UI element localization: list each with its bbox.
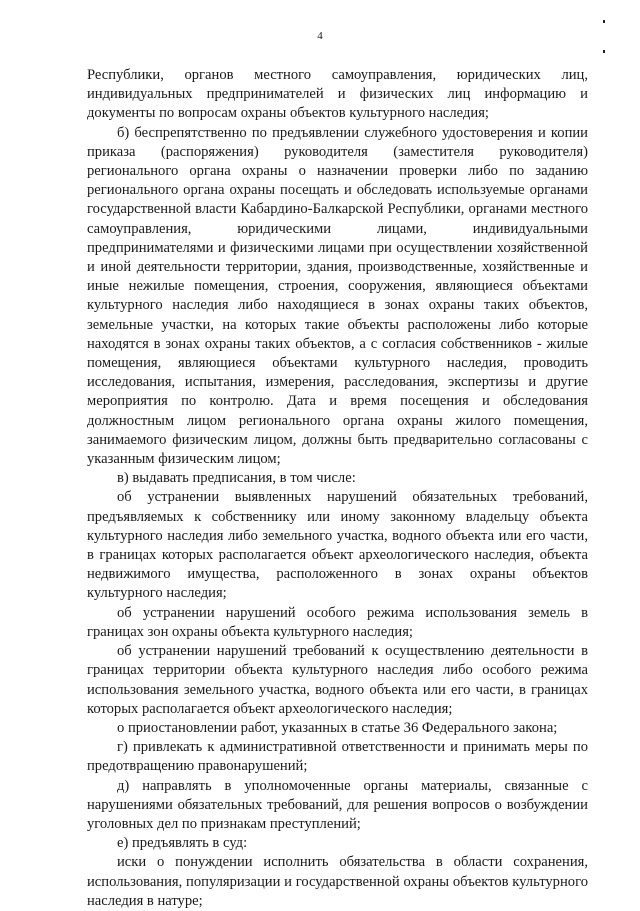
paragraph-continuation: Республики, органов местного самоуправления, юридических лиц, индивидуальных предпринимателей и физических лиц информацию и документы по вопросам охраны объектов культурного наследия; — [87, 67, 588, 122]
paragraph-subitem-activity-requirements: об устранении нарушений требований к осуществлению деятельности в границах территории объекта культурного наследия либо особого режима использования земельного участка, водного объекта или его части, в границах которых располагается объект археологического наследия; — [87, 643, 588, 717]
scan-speck — [603, 20, 605, 23]
paragraph-item-b: б) беспрепятственно по предъявлении служебного удостоверения и копии приказа (распоряжения) руководителя (заместителя руководителя) регионального органа охраны о назначении проверки либо по заданию регионального органа охраны посещать и обследовать используемые органами государственной власти Кабардино-Балкарской Республики, органами местного самоуправления, юридическими лицами, индивидуальными предпринимателями и физическими лицами при осуществлении хозяйственной и иной деятельности территории, здания, производственные, хозяйственные и иные нежилые помещения, строения, сооружения, являющиеся объектами культурного наследия либо находящиеся в зонах охраны таких объектов, земельные участки, на которых такие объекты расположены либо которые находятся в зонах охраны таких объектов, а с согласия собственников - жилые помещения, являющиеся объектами культурного наследия, проводить исследования, испытания, измерения, расследования, экспертизы и другие мероприятия по контролю. Дата и время посещения и обследования должностным лицом регионального органа охраны жилого помещения, занимаемого физическим лицом, должны быть предварительно согласованы с указанным физическим лицом; — [87, 124, 588, 468]
paragraph-item-e: е) предъявлять в суд: — [117, 835, 248, 852]
paragraph-item-d: д) направлять в уполномоченные органы материалы, связанные с нарушениями обязательных требований, для решения вопросов о возбуждении уголовных дел по признакам преступлений; — [87, 777, 588, 832]
paragraph-item-v: в) выдавать предписания, в том числе: — [117, 470, 356, 487]
paragraph-subitem-suspension: о приостановлении работ, указанных в статье 36 Федерального закона; — [117, 719, 558, 736]
document-body — [87, 66, 588, 911]
page-number: 4 — [317, 30, 323, 42]
paragraph-subitem-violations: об устранении выявленных нарушений обязательных требований, предъявляемых к собственнику или иному законному владельцу объекта культурного наследия либо земельного участка, водного объекта или его части, в границах которых располагается объект археологического наследия, объекта недвижимого имущества, расположенного в зонах охраны объектов культурного наследия; — [87, 489, 588, 602]
paragraph-subitem-lawsuits: иски о понуждении исполнить обязательства в области сохранения, использования, популяризации и государственной охраны объектов культурного наследия в натуре; — [87, 854, 588, 909]
paragraph-item-g: г) привлекать к административной ответственности и принимать меры по предотвращению правонарушений; — [87, 739, 588, 775]
paragraph-subitem-land-regime: об устранении нарушений особого режима использования земель в границах зон охраны объекта культурного наследия; — [87, 604, 588, 640]
scan-speck — [603, 50, 605, 53]
